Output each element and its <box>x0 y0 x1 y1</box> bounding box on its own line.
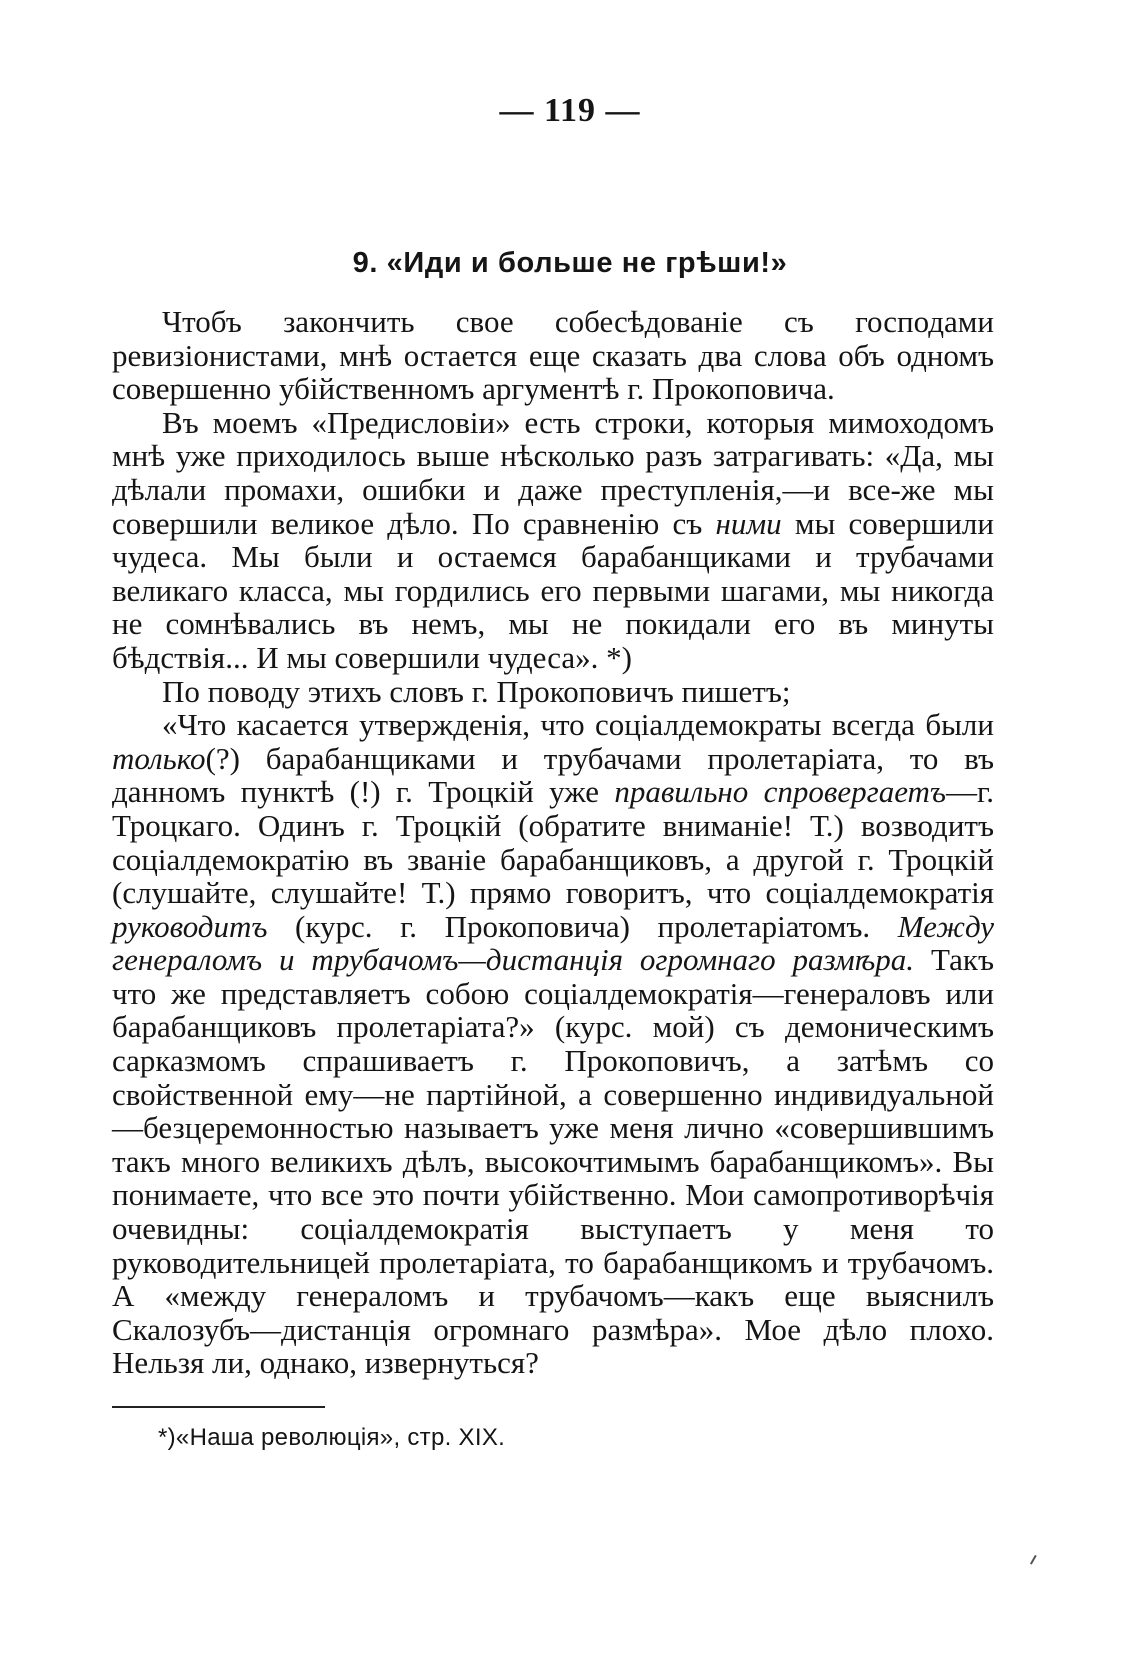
section-title: 9. «Иди и больше не грѣши!» <box>352 247 788 279</box>
text-run: Чтобъ закончить свое собесѣдованіе съ господами ревизіонистами, мнѣ остается еще сказать два слова объ одномъ совершенно убійственномъ аргументѣ г. Прокоповича. <box>112 304 994 407</box>
print-speck-mark <box>1030 1555 1041 1567</box>
body-text <box>112 305 994 1380</box>
text-run: (курс. г. Прокоповича) пролетаріатомъ. <box>267 908 898 944</box>
italic-run: ними <box>715 505 782 541</box>
paragraph <box>112 675 994 709</box>
text-run: мы совершили чудеса. Мы были и остаемся барабанщиками и трубачами великаго класса, мы гордились его первыми шагами, мы никогда не сомнѣвались въ немъ, мы не покидали его въ минуты бѣдствія... И мы совершили чудеса». *) <box>112 505 994 675</box>
paragraph <box>112 305 994 406</box>
text-run: Въ моемъ «Предисловіи» есть строки, которыя мимоходомъ мнѣ уже приходилось выше нѣсколько разъ затрагивать: «Да, мы дѣлали промахи, ошибки и даже преступленія,—и все-же мы совершили великое дѣло. По сравненію съ <box>112 404 994 541</box>
italic-run: руководитъ <box>112 908 268 944</box>
text-run: «Что касается утвержденія, что соціалдемократы всегда были <box>162 707 994 743</box>
text-run: Такъ что же представляетъ собою соціалдемократія—генераловъ или барабанщиковъ пролетаріата?» (курс. мой) съ демоническимъ сарказмомъ спрашиваетъ г. Прокоповичъ, а затѣмъ со свойственной ему—не партійной, а совершенно индивидуальной—безцеремонностью называетъ уже меня лично «совершившимъ такъ много великихъ дѣлъ, высокочтимымъ барабанщикомъ». Вы понимаете, что все это почти убійственно. Мои самопротиворѣчія очевидны: соціалдемократія выступаетъ у меня то руководительницей пролетаріата, то барабанщикомъ и трубачомъ. А «между генераломъ и трубачомъ—какъ еще выяснилъ Скалозубъ—дистанція огромнаго размѣра». Мое дѣло плохо. Нельзя ли, однако, извернуться? <box>112 942 995 1381</box>
italic-run: Между генераломъ и трубачомъ—дистанція огромнаго размѣра. <box>112 908 994 978</box>
footnote-divider <box>112 1406 325 1408</box>
text-run: По поводу этихъ словъ г. Прокоповичъ пишетъ; <box>162 673 791 709</box>
page-number: — 119 — <box>499 92 641 129</box>
paragraph <box>112 708 994 1380</box>
italic-run: правильно спровергаетъ <box>614 774 947 810</box>
italic-run: только <box>112 740 206 776</box>
paragraph <box>112 406 994 675</box>
text-run: —г. Троцкаго. Одинъ г. Троцкій (обратите вниманіе! Т.) возводитъ соціалдемократію въ званіе барабанщиковъ, а другой г. Троцкій (слушайте, слушайте! Т.) прямо говоритъ, что соціалдемократія <box>112 774 994 911</box>
text-run: (?) барабанщиками и трубачами пролетаріата, то въ данномъ пунктѣ (!) г. Троцкій уже <box>112 740 994 810</box>
footnote: *)«Наша революція», стр. XIX. <box>158 1424 506 1451</box>
